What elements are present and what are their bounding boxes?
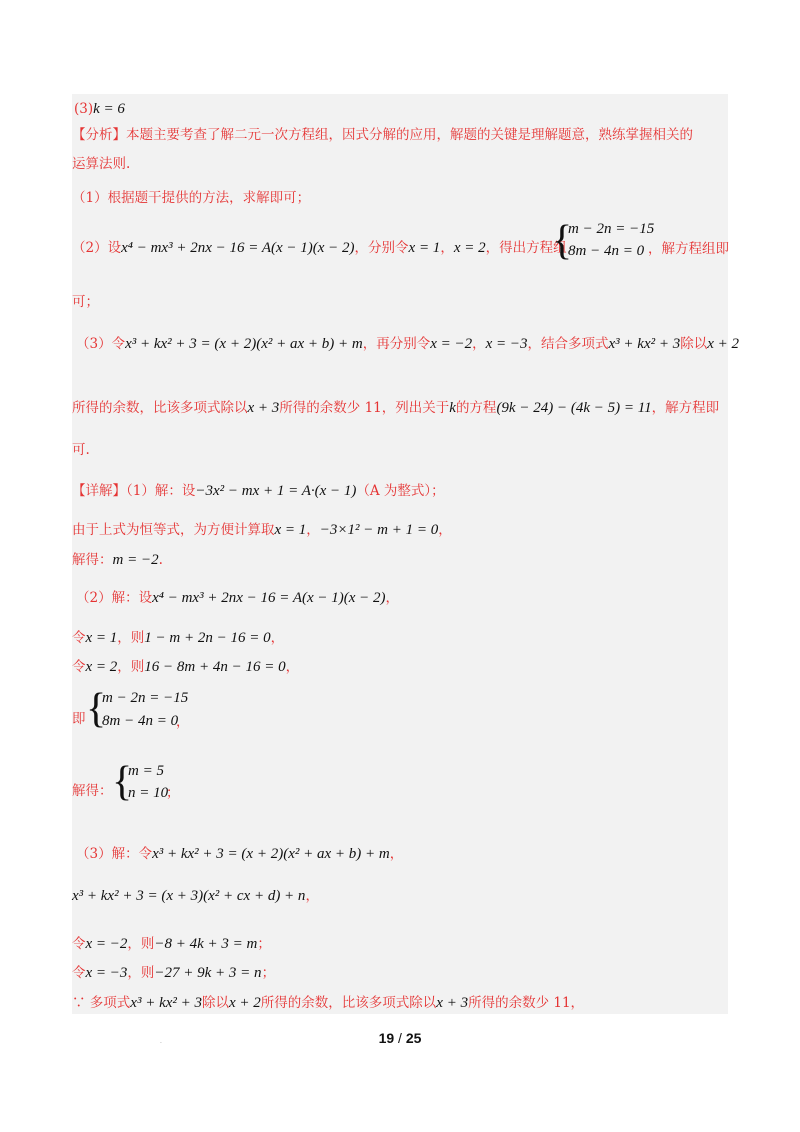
- detail-line-6: 令x = 2，则16 − 8m + 4n − 16 = 0，: [72, 659, 300, 675]
- page-number: [0, 1030, 800, 1046]
- formula: −8 + 4k + 3 = m: [154, 936, 258, 952]
- formula: −3x² − mx + 1 = A·(x − 1): [195, 483, 357, 499]
- equation-row: m = 5: [128, 763, 164, 779]
- detail-line-10: x³ + kx² + 3 = (x + 3)(x² + cx + d) + n，: [72, 888, 319, 904]
- detail-tag: 【详解】: [72, 483, 126, 499]
- formula: m = −2: [112, 552, 159, 568]
- brace: {: [552, 218, 573, 264]
- formula: x + 2: [229, 995, 261, 1011]
- analysis-step-3-cont: 所得的余数，比该多项式除以x + 3所得的余数少 11，列出关于k的方程(9k − 24) − (4k − 5) = 11，解方程即: [72, 400, 720, 416]
- formula: x = 1: [274, 522, 307, 538]
- analysis-step-2-tail: ，解方程组即: [648, 241, 729, 257]
- formula: x + 3: [436, 995, 469, 1011]
- formula: x³ + kx² + 3 = (x + 2)(x² + ax + b) + m: [152, 846, 390, 862]
- equation-row: 8m − 4n = 0: [568, 243, 645, 259]
- detail-line-11: 令x = −2，则−8 + 4k + 3 = m；: [72, 936, 271, 952]
- page-separator: /: [398, 1030, 402, 1046]
- equation-row: m − 2n = −15: [568, 221, 655, 237]
- analysis-step-3-cont2: 可.: [72, 442, 90, 458]
- formula: x = −3: [485, 336, 528, 352]
- formula: 1 − m + 2n − 16 = 0: [144, 630, 271, 646]
- detail-line-1: 【详解】（1）解：设−3x² − mx + 1 = A·(x − 1)（A 为整式）；: [72, 483, 445, 499]
- analysis-step-2-cont: 可；: [72, 294, 99, 310]
- detail-line-13: ∵ 多项式x³ + kx² + 3除以x + 2所得的余数，比该多项式除以x + 3所得的余数少 11，: [72, 995, 585, 1011]
- formula: x⁴ − mx³ + 2nx − 16 = A(x − 1)(x − 2): [152, 590, 386, 606]
- analysis-line: 【分析】本题主要考查了解二元一次方程组，因式分解的应用，解题的关键是理解题意，熟练掌握相关的: [72, 127, 693, 143]
- detail-line-3: 解得：m = −2.: [72, 552, 163, 568]
- detail-line-4: （2）解：设x⁴ − mx³ + 2nx − 16 = A(x − 1)(x − 2)，: [76, 590, 400, 606]
- punct: ，: [176, 714, 190, 730]
- formula: x = −2: [430, 336, 473, 352]
- document-page: [72, 94, 740, 1014]
- formula: x = 2: [85, 659, 118, 675]
- formula: k: [449, 400, 456, 416]
- formula: x³ + kx² + 3: [608, 336, 681, 352]
- formula: (9k − 24) − (4k − 5) = 11: [496, 400, 652, 416]
- detail-line-5: 令x = 1，则1 − m + 2n − 16 = 0，: [72, 630, 285, 646]
- equation-row: m − 2n = −15: [102, 690, 189, 706]
- formula: 16 − 8m + 4n − 16 = 0: [144, 659, 286, 675]
- brace: {: [86, 686, 107, 732]
- detail-line-7: 即: [72, 711, 86, 727]
- formula: x + 2: [707, 336, 740, 352]
- analysis-step-3: （3）令x³ + kx² + 3 = (x + 2)(x² + ax + b) + m，再分别令x = −2，x = −3，结合多项式x³ + kx² + 3除以x + 2: [76, 336, 740, 352]
- formula: x = −2: [85, 936, 128, 952]
- analysis-tag: 【分析】: [72, 127, 126, 143]
- formula: x = 1: [408, 240, 441, 256]
- formula: x + 3: [247, 400, 280, 416]
- formula: x⁴ − mx³ + 2nx − 16 = A(x − 1)(x − 2): [121, 240, 355, 256]
- detail-line-12: 令x = −3，则−27 + 9k + 3 = n；: [72, 965, 276, 981]
- equation-row: 8m − 4n = 0: [102, 713, 179, 729]
- item-number: (3): [74, 101, 94, 117]
- brace: {: [112, 759, 133, 805]
- formula: −27 + 9k + 3 = n: [154, 965, 262, 981]
- formula: x = 2: [453, 240, 486, 256]
- detail-line-8: 解得：: [72, 783, 113, 799]
- formula: x = −3: [85, 965, 128, 981]
- answer-line-3: [74, 102, 125, 117]
- current-page: 19: [378, 1030, 395, 1046]
- formula: x³ + kx² + 3 = (x + 2)(x² + ax + b) + m: [125, 336, 363, 352]
- detail-line-2: 由于上式为恒等式，为方便计算取x = 1，−3×1² − m + 1 = 0，: [72, 522, 452, 538]
- formula: −3×1² − m + 1 = 0: [319, 522, 439, 538]
- detail-line-9: （3）解：令x³ + kx² + 3 = (x + 2)(x² + ax + b) + m，: [76, 846, 404, 862]
- total-pages: 25: [405, 1030, 422, 1046]
- punct: ；: [166, 785, 180, 801]
- analysis-continuation: 运算法则.: [72, 156, 131, 172]
- equation-row: n = 10: [128, 785, 169, 801]
- formula: x³ + kx² + 3: [130, 995, 203, 1011]
- formula: x = 1: [85, 630, 118, 646]
- analysis-step-2: （2）设x⁴ − mx³ + 2nx − 16 = A(x − 1)(x − 2)，分别令x = 1，x = 2，得出方程组: [72, 240, 567, 256]
- speck: ·: [160, 1040, 162, 1047]
- formula: x³ + kx² + 3 = (x + 3)(x² + cx + d) + n: [72, 888, 306, 904]
- analysis-step-1: （1）根据题干提供的方法，求解即可；: [72, 190, 311, 206]
- formula: k = 6: [93, 101, 125, 117]
